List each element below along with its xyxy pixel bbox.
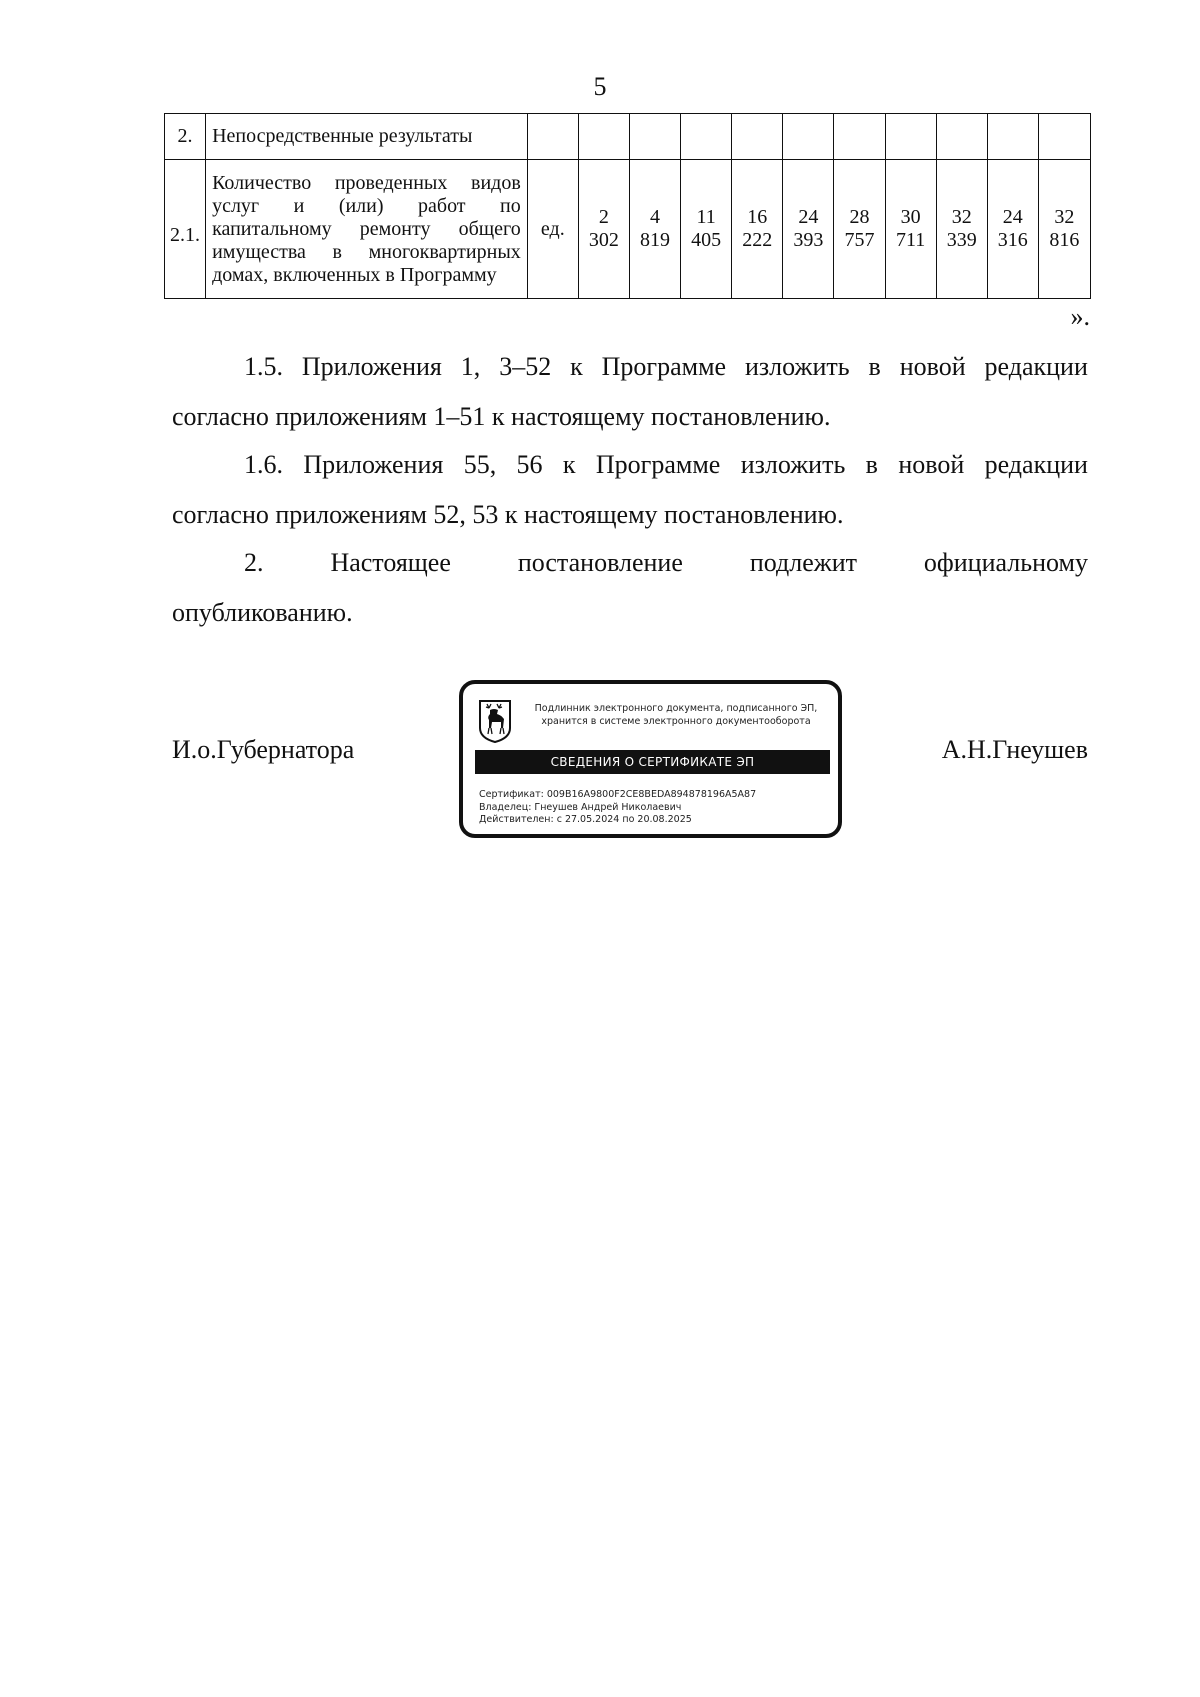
stamp-header [515, 702, 837, 728]
description-word: в [385, 263, 395, 286]
description-word: включенных [273, 263, 381, 286]
certificate-validity: Действителен: с 27.05.2024 по 20.08.2025 [479, 814, 692, 825]
value-bottom: 816 [1049, 229, 1080, 251]
paragraph-1-6 [172, 440, 1088, 540]
value-bottom: 302 [588, 229, 619, 251]
signatory-title: И.о.Губернатора [172, 735, 355, 764]
value-top: 24 [798, 206, 819, 228]
word: Настоящее [330, 548, 451, 577]
value-bottom: 405 [691, 229, 722, 251]
value-cell [1038, 114, 1090, 160]
value-top: 32 [951, 206, 972, 228]
word: новой [898, 450, 965, 479]
word: новой [899, 352, 966, 381]
word: в [868, 352, 881, 381]
paragraph-1-5 [172, 342, 1088, 442]
description-word: (или) [338, 194, 384, 217]
page-number: 5 [593, 72, 607, 101]
deer-coat-of-arms-icon [477, 698, 513, 744]
value-cell [578, 114, 629, 160]
value-cell [629, 160, 680, 299]
description-word: домах, [212, 263, 269, 286]
value-cell [578, 160, 629, 299]
stamp-header-line: Подлинник электронного документа, подписанного ЭП, [534, 703, 818, 714]
description-word: имущества [212, 240, 306, 263]
description-word: капитальному [212, 217, 332, 240]
value-cell [885, 160, 936, 299]
value-top: 16 [747, 206, 768, 228]
word: Приложения [301, 352, 442, 381]
value-cell [732, 160, 783, 299]
value-cell [834, 160, 885, 299]
value-top: 11 [696, 206, 716, 228]
description-line [212, 218, 521, 241]
paragraph-line: согласно приложениям 1–51 к настоящему постановлению. [172, 402, 831, 431]
value-top: 32 [1054, 206, 1075, 228]
description-word: проведенных [334, 171, 448, 194]
value-cell [834, 114, 885, 160]
value-top: 2 [598, 206, 609, 228]
word: 55, [463, 450, 497, 479]
value-bottom: 222 [742, 229, 773, 251]
value-cell [732, 114, 783, 160]
description-word: Программу [399, 263, 497, 286]
word: 56 [516, 450, 543, 479]
description-word: по [500, 194, 521, 217]
word: постановление [517, 548, 683, 577]
word: Приложения [303, 450, 444, 479]
word: подлежит [749, 548, 857, 577]
value-cell [987, 114, 1038, 160]
value-top: 24 [1002, 206, 1023, 228]
description-line [212, 264, 521, 287]
word: изложить [744, 352, 850, 381]
results-table [164, 113, 1091, 299]
value-bottom: 711 [895, 229, 926, 251]
unit-cell [527, 114, 578, 160]
description-word: услуг [212, 194, 260, 217]
value-cell [783, 160, 834, 299]
value-cell [681, 160, 732, 299]
word: в [865, 450, 878, 479]
paragraph-2 [172, 538, 1088, 638]
paragraph-line [172, 342, 1088, 392]
value-cell [936, 160, 987, 299]
description-word: Количество [212, 171, 312, 194]
description-word: общего [458, 217, 521, 240]
row-number: 2. [165, 114, 206, 160]
word: изложить [740, 450, 846, 479]
word: 1, [460, 352, 481, 381]
paragraph-line [172, 440, 1088, 490]
word: 3–52 [499, 352, 552, 381]
word: редакции [984, 450, 1088, 479]
value-bottom: 819 [640, 229, 671, 251]
paragraph-line [172, 538, 1088, 588]
row-description [206, 160, 528, 299]
row-number: 2.1. [165, 160, 206, 299]
value-cell [936, 114, 987, 160]
word: редакции [984, 352, 1088, 381]
stamp-certificate-info [479, 789, 756, 827]
stamp-certificate-bar: СВЕДЕНИЯ О СЕРТИФИКАТЕ ЭП [475, 750, 830, 774]
word: 1.5. [244, 352, 283, 381]
description-word: работ [418, 194, 466, 217]
word: к [570, 352, 583, 381]
value-bottom: 757 [844, 229, 875, 251]
word: официальному [923, 548, 1088, 577]
value-cell [783, 114, 834, 160]
description-line [212, 195, 521, 218]
value-cell [885, 114, 936, 160]
description-word: и [293, 194, 305, 217]
value-cell [681, 114, 732, 160]
value-bottom: 339 [946, 229, 977, 251]
signatory-name: А.Н.Гнеушев [941, 735, 1088, 764]
value-cell [1038, 160, 1090, 299]
closing-quote: ». [1070, 302, 1090, 331]
value-cell [987, 160, 1038, 299]
certificate-number: Сертификат: 009B16A9800F2CE8BEDA894878196A5A87 [479, 789, 757, 800]
table-row [165, 114, 1091, 160]
paragraph-line: согласно приложениям 52, 53 к настоящему постановлению. [172, 500, 844, 529]
description-word: ремонту [359, 217, 431, 240]
word: к [562, 450, 576, 479]
value-bottom: 316 [997, 229, 1028, 251]
description-word: многоквартирных [368, 240, 521, 263]
word: 2. [244, 548, 264, 577]
unit-cell: ед. [527, 160, 578, 299]
word: Программе [601, 352, 727, 381]
value-top: 30 [900, 206, 921, 228]
value-cell [629, 114, 680, 160]
description-line [212, 241, 521, 264]
value-bottom: 393 [793, 229, 824, 251]
table-row [165, 160, 1091, 299]
value-top: 4 [650, 206, 661, 228]
stamp-header-line: хранится в системе электронного документооборота [541, 716, 811, 727]
value-top: 28 [849, 206, 870, 228]
word: 1.6. [244, 450, 283, 479]
electronic-signature-stamp [459, 680, 842, 838]
description-word: видов [471, 171, 521, 194]
certificate-owner: Владелец: Гнеушев Андрей Николаевич [479, 801, 682, 813]
description-line [212, 172, 521, 195]
word: Программе [595, 450, 721, 479]
description-word: в [332, 240, 342, 263]
row-title: Непосредственные результаты [206, 114, 528, 160]
paragraph-line: опубликованию. [172, 598, 353, 627]
